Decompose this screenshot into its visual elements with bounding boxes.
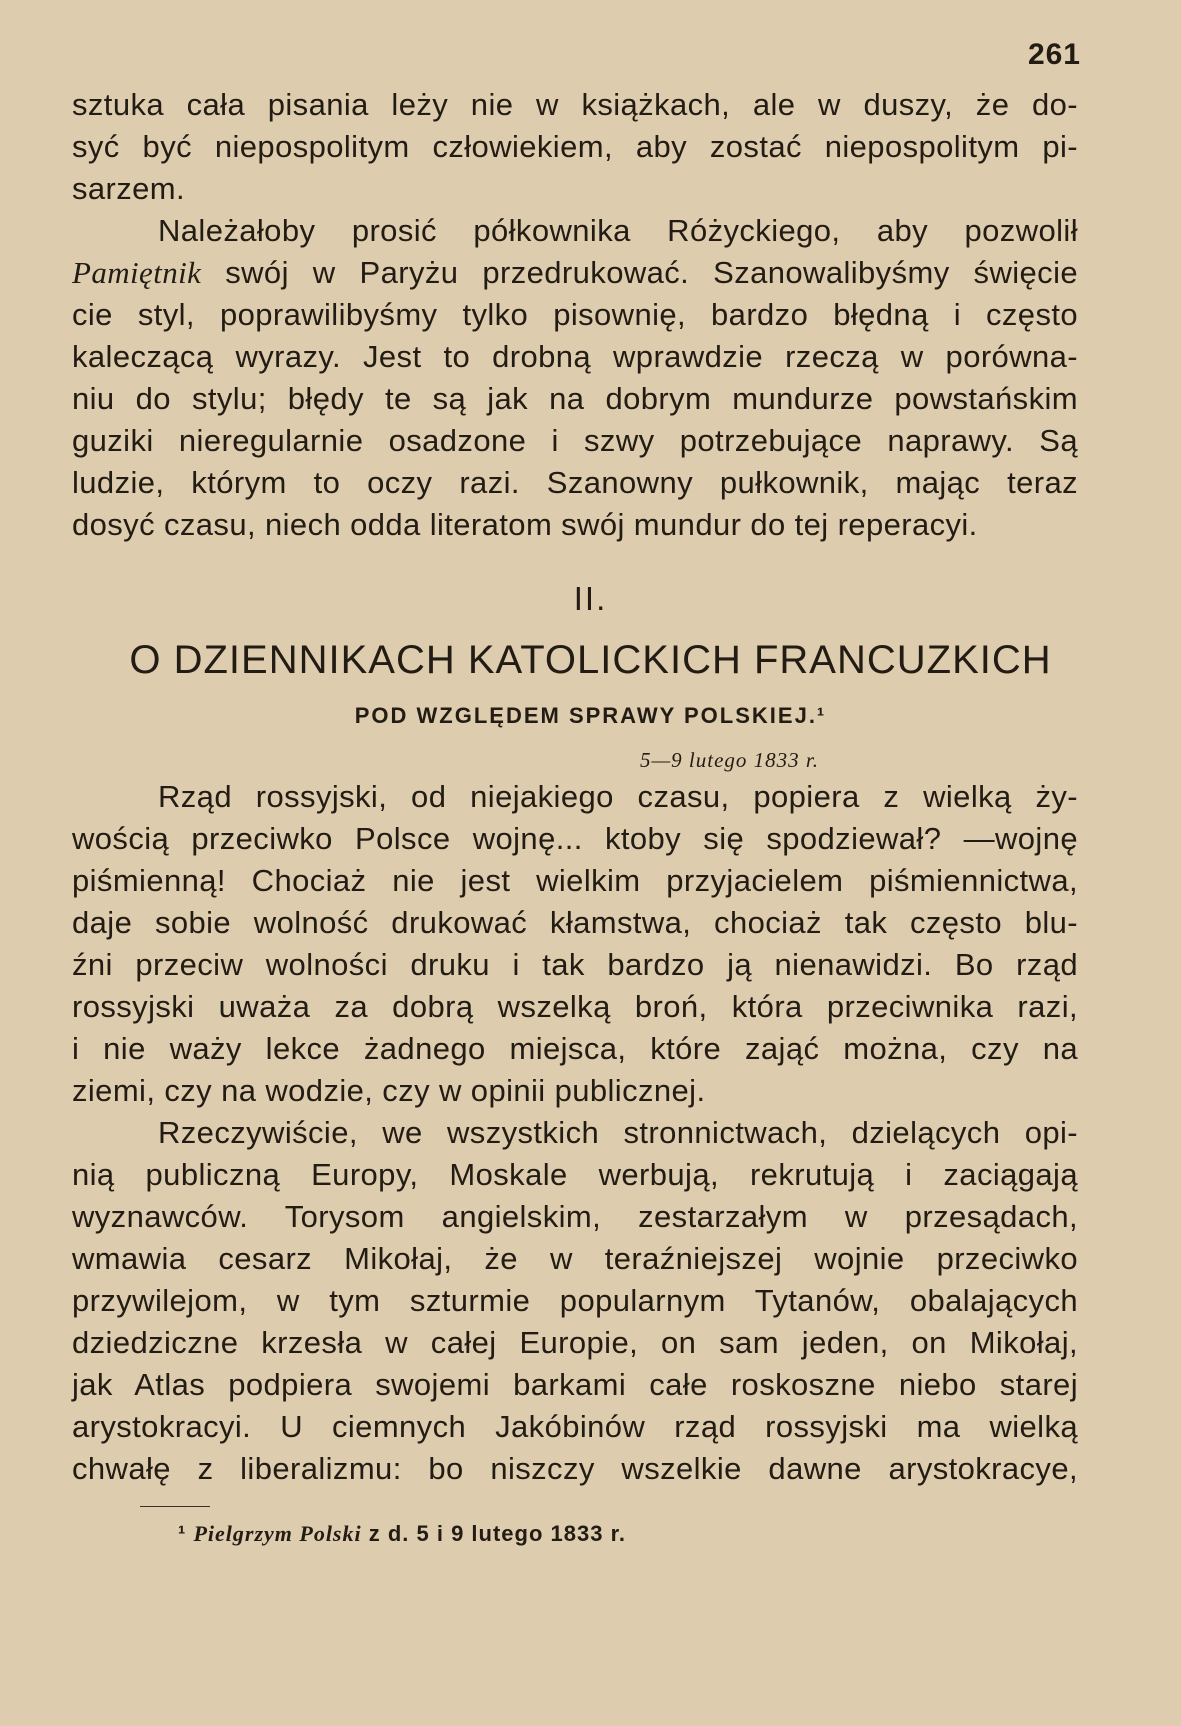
text-line: syć być niepospolitym człowiekiem, aby zostać niepospolitym pi- — [72, 129, 1078, 164]
text-line: wością przeciwko Polsce wojnę... ktoby się spodziewał? —wojnę — [72, 821, 1078, 856]
text-line — [72, 252, 1078, 294]
text-line: dosyć czasu, niech odda literatom swój mundur do tej reperacyi. — [72, 507, 978, 542]
text-line: Należałoby prosić półkownika Różyckiego, aby pozwolił — [158, 213, 1078, 248]
text-line: wyznawców. Torysom angielskim, zestarzałym w przesądach, — [72, 1199, 1078, 1234]
italic-title: Pamiętnik — [72, 255, 202, 290]
text-line: arystokracyi. U ciemnych Jakóbinów rząd rossyjski ma wielką — [72, 1409, 1078, 1444]
text-line: przywilejom, w tym szturmie popularnym Tytanów, obalających — [72, 1283, 1078, 1318]
text-line: guziki nieregularnie osadzone i szwy potrzebujące naprawy. Są — [72, 423, 1078, 458]
text-line: Rząd rossyjski, od niejakiego czasu, popiera z wielką ży- — [158, 779, 1078, 814]
text-line: rossyjski uważa za dobrą wszelką broń, która przeciwnika razi, — [72, 989, 1078, 1024]
text-line: kaleczącą wyrazy. Jest to drobną wprawdzie rzeczą w porówna- — [72, 339, 1078, 374]
text-line: ziemi, czy na wodzie, czy w opinii publicznej. — [72, 1073, 706, 1108]
text-line: cie styl, poprawilibyśmy tylko pisownię, bardzo błędną i często — [72, 297, 1078, 332]
text-line: Rzeczywiście, we wszystkich stronnictwach, dzielących opi- — [158, 1115, 1078, 1150]
text-line: nią publiczną Europy, Moskale werbują, rekrutują i zaciągają — [72, 1157, 1078, 1192]
section-number: II. — [573, 580, 608, 617]
text-line: ludzie, którym to oczy razi. Szanowny pułkownik, mając teraz — [72, 465, 1078, 500]
footnote-source: Pielgrzym Polski — [193, 1521, 362, 1546]
text-line: i nie waży lekce żadnego miejsca, które zająć można, czy na — [72, 1031, 1078, 1066]
text-line: sztuka cała pisania leży nie w książkach, ale w duszy, że do- — [72, 87, 1078, 122]
section-subtitle: POD WZGLĘDEM SPRAWY POLSKIEJ.¹ — [354, 703, 827, 728]
text-line: dziedziczne krzesła w całej Europie, on sam jeden, on Mikołaj, — [72, 1325, 1078, 1360]
text-line: jak Atlas podpiera swojemi barkami całe roskoszne niebo starej — [72, 1367, 1078, 1402]
footnote-marker: ¹ — [178, 1521, 187, 1546]
text-fragment: swój w Paryżu przedrukować. Szanowalibyśmy święcie — [201, 255, 1078, 290]
text-line: wmawia cesarz Mikołaj, że w teraźniejszej wojnie przeciwko — [72, 1241, 1078, 1276]
opening-text — [72, 84, 1078, 546]
section-title: O DZIENNIKACH KATOLICKICH FRANCUZKICH — [129, 638, 1052, 682]
section-date: 5—9 lutego 1833 r. — [640, 748, 820, 772]
text-line: źni przeciw wolności druku i tak bardzo ją nienawidzi. Bo rząd — [72, 947, 1078, 982]
section-body — [72, 776, 1078, 1490]
text-line: daje sobie wolność drukować kłamstwa, chociaż tak często blu- — [72, 905, 1078, 940]
text-line: niu do stylu; błędy te są jak na dobrym mundurze powstańskim — [72, 381, 1078, 416]
footnote-divider — [140, 1506, 210, 1507]
text-line: piśmienną! Chociaż nie jest wielkim przyjacielem piśmiennictwa, — [72, 863, 1078, 898]
text-line: chwałę z liberalizmu: bo niszczy wszelkie dawne arystokracye, — [72, 1451, 1078, 1486]
text-line: sarzem. — [72, 171, 186, 206]
footnote — [178, 1521, 626, 1547]
page-number: 261 — [1027, 38, 1081, 71]
footnote-text: z d. 5 i 9 lutego 1833 r. — [361, 1521, 627, 1546]
